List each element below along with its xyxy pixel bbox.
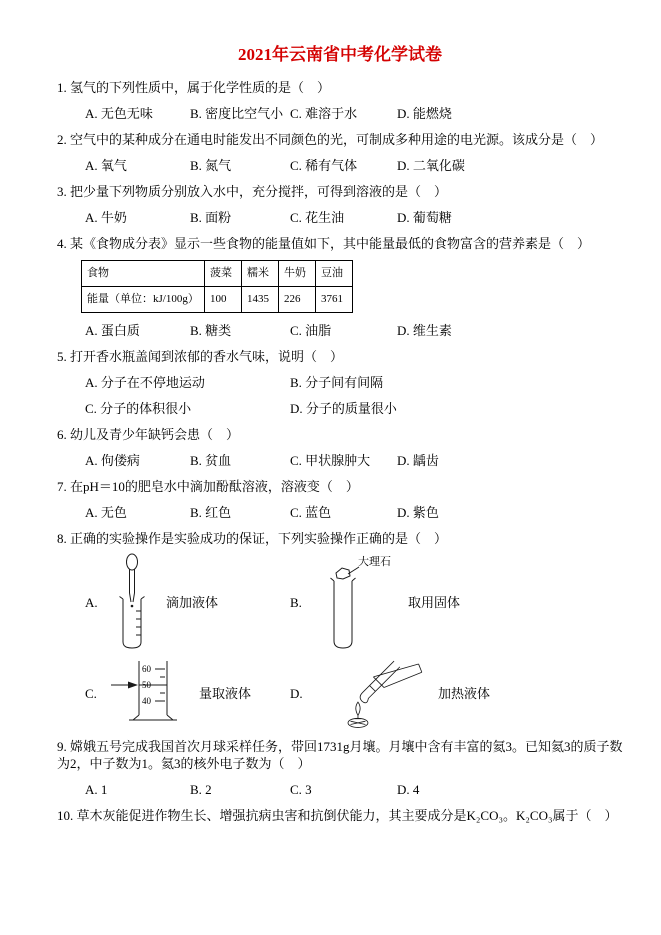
- question-8-text: [57, 530, 623, 547]
- option-b: B. 贫血: [190, 453, 232, 468]
- option-d: D. 龋齿: [397, 453, 439, 468]
- option-a: A. 氧气: [85, 158, 127, 173]
- table-cell: 1435: [242, 287, 279, 313]
- page-title: 2021年云南省中考化学试卷: [238, 45, 442, 64]
- option-d: D. 二氧化碳: [397, 158, 465, 173]
- question-number: 8.: [57, 531, 67, 546]
- scale-60-label: 60: [142, 664, 151, 674]
- option-d: D. 分子的质量很小: [290, 401, 397, 416]
- figure-d-label: D.: [290, 685, 303, 701]
- question-2-options: [85, 157, 623, 174]
- options-row: [85, 400, 623, 417]
- option-d: D. 4: [397, 782, 420, 797]
- figure-row-cd: [85, 657, 623, 729]
- figure-a-label: A.: [85, 594, 98, 610]
- figure-a: [85, 553, 290, 651]
- question-10-text: [57, 807, 623, 824]
- option-c: C. 难溶于水: [290, 106, 358, 121]
- option-b: B. 分子间有间隔: [290, 375, 384, 390]
- option-d: D. 能燃烧: [397, 106, 452, 121]
- graduated-cylinder-icon: [109, 658, 187, 728]
- question-number: 10.: [57, 808, 74, 823]
- question-stem: 空气中的某种成分在通电时能发出不同颜色的光，可制成多种用途的电光源。该成分是（ ）: [70, 132, 604, 147]
- question-1: [57, 79, 623, 122]
- figure-row-ab: [85, 553, 623, 651]
- figure-c-caption: 量取液体: [199, 685, 252, 701]
- option-c: C. 稀有气体: [290, 158, 358, 173]
- table-cell: 豆油: [316, 261, 353, 287]
- option-b: B. 密度比空气小: [190, 106, 284, 121]
- question-stem: 嫦娥五号完成我国首次月球采样任务，带回1731g月壤。月壤中含有丰富的氦3。已知氦3的质子数为2，中子数为1。氦3的核外电子数为（ ）: [57, 739, 623, 771]
- option-d: D. 维生素: [397, 323, 452, 338]
- question-4-options: [85, 322, 623, 339]
- scale-40-label: 40: [142, 696, 151, 706]
- question-stem: 正确的实验操作是实验成功的保证，下列实验操作正确的是（ ）: [70, 531, 448, 546]
- option-d: D. 葡萄糖: [397, 210, 452, 225]
- test-tube-icon: [334, 581, 352, 648]
- option-c: C. 甲状腺肿大: [290, 453, 371, 468]
- question-stem: 把少量下列物质分别放入水中，充分搅拌，可得到溶液的是（ ）: [70, 184, 448, 199]
- option-b: B. 2: [190, 782, 212, 797]
- question-5: [57, 348, 623, 417]
- option-a: A. 佝偻病: [85, 453, 140, 468]
- table-cell: 226: [279, 287, 316, 313]
- table-cell: 糯米: [242, 261, 279, 287]
- table-cell: 100: [205, 287, 242, 313]
- option-c: C. 花生油: [290, 210, 345, 225]
- table-cell: 能量（单位：kJ/100g）: [82, 287, 205, 313]
- question-6-text: [57, 426, 623, 443]
- heating-liquid-icon: [314, 657, 426, 729]
- figure-b-label: B.: [290, 594, 302, 610]
- option-c: C. 蓝色: [290, 505, 332, 520]
- question-3: [57, 183, 623, 226]
- option-b: B. 红色: [190, 505, 232, 520]
- question-number: 2.: [57, 132, 67, 147]
- question-2: [57, 131, 623, 174]
- question-stem: 草木灰能促进作物生长、增强抗病虫害和抗倒伏能力，其主要成分是K₂CO₃。K₂CO₃属于（ ）: [76, 808, 618, 823]
- question-3-text: [57, 183, 623, 200]
- question-5-text: [57, 348, 623, 365]
- flame-icon: [356, 702, 360, 715]
- question-5-options: [85, 374, 623, 417]
- option-d: D. 紫色: [397, 505, 439, 520]
- figure-d-caption: 加热液体: [438, 685, 491, 701]
- question-number: 3.: [57, 184, 67, 199]
- tilted-test-tube-icon: [360, 661, 400, 703]
- question-7: [57, 478, 623, 521]
- figure-c: [85, 658, 290, 728]
- question-number: 1.: [57, 80, 67, 95]
- question-4-text: [57, 235, 623, 252]
- question-1-options: [85, 105, 623, 122]
- option-b: B. 糖类: [190, 323, 232, 338]
- question-7-options: [85, 504, 623, 521]
- option-b: B. 面粉: [190, 210, 232, 225]
- question-8: [57, 530, 623, 729]
- option-a: A. 无色无味: [85, 106, 153, 121]
- option-a: A. 1: [85, 782, 108, 797]
- figure-d: [290, 657, 490, 729]
- question-10: [57, 807, 623, 824]
- table-cell: 菠菜: [205, 261, 242, 287]
- table-row: [82, 261, 353, 287]
- question-stem: 在pH＝10的肥皂水中滴加酚酞溶液，溶液变（ ）: [70, 479, 359, 494]
- question-number: 9.: [57, 739, 67, 754]
- scale-50-label: 50: [142, 680, 151, 690]
- question-stem: 幼儿及青少年缺钙会患（ ）: [70, 427, 240, 442]
- question-1-text: [57, 79, 623, 96]
- option-a: A. 牛奶: [85, 210, 127, 225]
- marble-callout-label: 大理石: [358, 556, 391, 568]
- question-stem: 氢气的下列性质中，属于化学性质的是（ ）: [70, 80, 331, 95]
- dropper-into-tube-icon: [109, 553, 154, 651]
- question-7-text: [57, 478, 623, 495]
- question-stem: 某《食物成分表》显示一些食物的能量值如下，其中能量最低的食物富含的营养素是（ ）: [70, 236, 591, 251]
- table-row: [82, 287, 353, 313]
- options-row: [85, 374, 623, 391]
- option-c: C. 油脂: [290, 323, 332, 338]
- option-a: A. 无色: [85, 505, 127, 520]
- table-cell: 牛奶: [279, 261, 316, 287]
- question-9-text: [57, 738, 623, 772]
- question-9-options: [85, 781, 623, 798]
- table-cell: 3761: [316, 287, 353, 313]
- question-9: [57, 738, 623, 798]
- question-stem: 打开香水瓶盖闻到浓郁的香水气味，说明（ ）: [70, 349, 344, 364]
- question-3-options: [85, 209, 623, 226]
- question-number: 6.: [57, 427, 67, 442]
- figure-a-caption: 滴加液体: [166, 594, 219, 610]
- test-tube-holder-icon: [373, 677, 384, 688]
- food-energy-table: [81, 260, 353, 313]
- marble-into-tube-icon: [314, 553, 396, 651]
- question-4: [57, 235, 623, 339]
- question-number: 7.: [57, 479, 67, 494]
- option-a: A. 蛋白质: [85, 323, 140, 338]
- question-6-options: [85, 452, 623, 469]
- table-cell: 食物: [82, 261, 205, 287]
- option-c: C. 分子的体积很小: [85, 401, 192, 416]
- option-b: B. 氮气: [190, 158, 232, 173]
- liquid-drop-icon: [131, 605, 134, 608]
- figure-c-label: C.: [85, 685, 97, 701]
- option-c: C. 3: [290, 782, 312, 797]
- figure-b-caption: 取用固体: [408, 594, 461, 610]
- question-number: 5.: [57, 349, 67, 364]
- question-6: [57, 426, 623, 469]
- figure-b: [290, 553, 460, 651]
- question-number: 4.: [57, 236, 67, 251]
- question-2-text: [57, 131, 623, 148]
- option-a: A. 分子在不停地运动: [85, 375, 205, 390]
